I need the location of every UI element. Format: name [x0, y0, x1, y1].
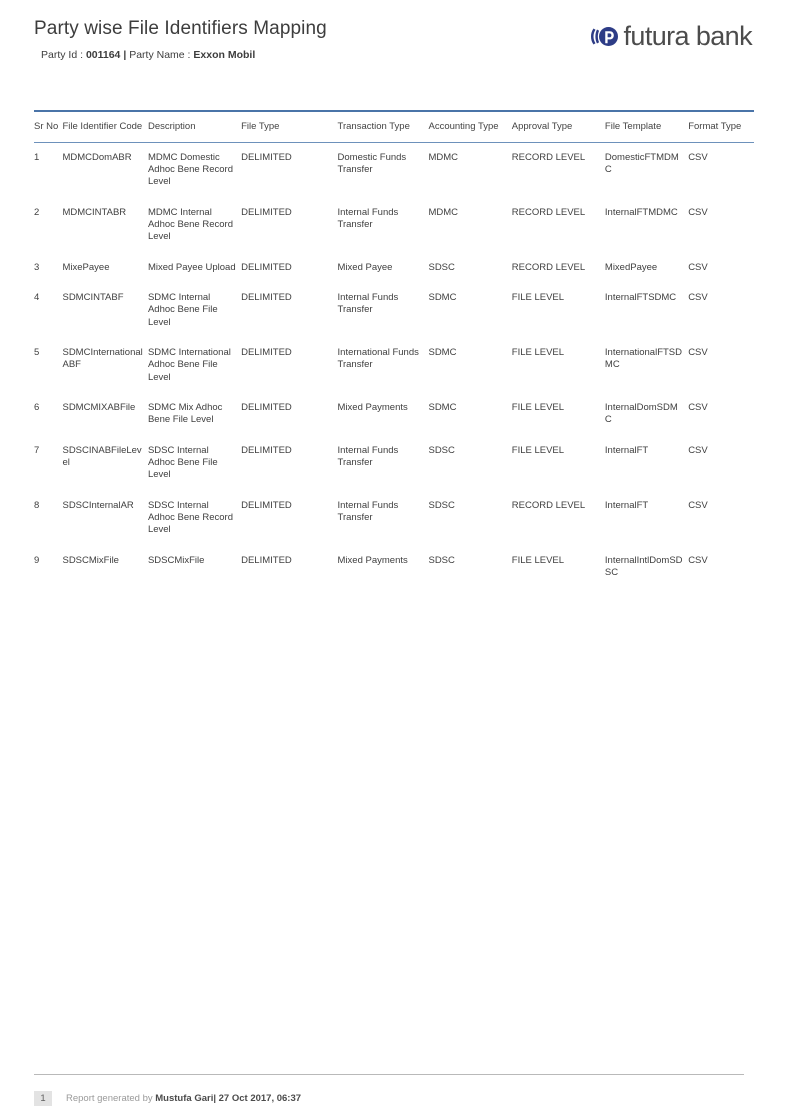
cell-file-type: DELIMITED	[241, 444, 292, 456]
cell-file-identifier-code: SDSCMixFile	[62, 554, 119, 566]
cell-format-type: CSV	[688, 292, 708, 303]
header-left	[34, 16, 327, 61]
cell-sr-no: 7	[34, 444, 40, 456]
cell-accounting-type: SDMC	[428, 292, 457, 303]
party-name-label: Party Name :	[129, 48, 191, 61]
column-header-file-type: File Type	[241, 111, 337, 142]
cell-transaction-type: Internal Funds Transfer	[337, 499, 399, 524]
cell-file-template: InternalFT	[604, 499, 649, 511]
table-row	[34, 491, 754, 546]
cell-approval-type: FILE LEVEL	[511, 292, 565, 303]
column-header-format-type: Format Type	[688, 111, 754, 142]
cell-accounting-type: SDMC	[428, 402, 457, 414]
cell-description: SDSC Internal Adhoc Bene Record Level	[147, 499, 233, 536]
cell-description: SDSC Internal Adhoc Bene File Level	[147, 444, 218, 481]
cell-transaction-type: International Funds Transfer	[337, 347, 419, 371]
cell-sr-no: 1	[34, 151, 40, 163]
cell-sr-no: 8	[34, 499, 40, 511]
table-row	[34, 338, 754, 393]
table-header	[34, 111, 754, 142]
footer-generated-prefix: Report generated by	[66, 1092, 153, 1104]
table-row	[34, 198, 754, 253]
page-title: Party wise File Identifiers Mapping	[34, 18, 327, 39]
table-row	[34, 393, 754, 436]
cell-description: MDMC Domestic Adhoc Bene Record Level	[147, 151, 233, 188]
cell-accounting-type: MDMC	[428, 151, 459, 163]
party-id-value: 001164	[85, 48, 121, 61]
cell-file-type: DELIMITED	[241, 261, 292, 273]
cell-format-type: CSV	[688, 499, 708, 511]
cell-sr-no: 2	[34, 206, 40, 218]
cell-sr-no: 6	[34, 402, 40, 414]
cell-transaction-type: Mixed Payments	[337, 402, 408, 414]
report-header	[34, 0, 754, 61]
cell-file-identifier-code: SDMCMIXABFile	[62, 402, 136, 414]
cell-accounting-type: SDSC	[428, 261, 455, 273]
footer-separator: |	[213, 1092, 216, 1104]
page-number-badge: 1	[34, 1091, 52, 1106]
cell-sr-no: 3	[34, 261, 40, 273]
cell-sr-no: 4	[34, 292, 40, 303]
cell-approval-type: RECORD LEVEL	[511, 151, 586, 163]
table-row	[34, 142, 754, 198]
cell-file-template: InternalFT	[604, 444, 649, 456]
file-identifiers-table	[34, 110, 754, 588]
footer-row	[34, 1091, 754, 1106]
cell-approval-type: RECORD LEVEL	[511, 206, 586, 218]
column-header-description: Description	[148, 111, 241, 142]
cell-file-template: DomesticFTMDMC	[604, 151, 679, 175]
cell-file-identifier-code: SDMCINTABF	[62, 292, 124, 303]
cell-format-type: CSV	[688, 206, 708, 218]
cell-file-type: DELIMITED	[241, 554, 292, 566]
cell-transaction-type: Internal Funds Transfer	[337, 206, 399, 230]
cell-accounting-type: SDSC	[428, 499, 455, 511]
report-footer	[34, 1074, 754, 1106]
cell-file-type: DELIMITED	[241, 292, 292, 303]
cell-description: Mixed Payee Upload	[147, 261, 236, 273]
party-id-label: Party Id :	[41, 48, 84, 61]
table-row	[34, 436, 754, 491]
futura-bank-logo-icon	[591, 23, 618, 50]
cell-format-type: CSV	[688, 402, 708, 414]
cell-description: SDMC International Adhoc Bene File Level	[147, 347, 231, 383]
cell-file-template: MixedPayee	[604, 261, 658, 273]
cell-approval-type: FILE LEVEL	[511, 444, 565, 456]
table-body	[34, 142, 754, 588]
cell-accounting-type: SDSC	[428, 444, 455, 456]
cell-format-type: CSV	[688, 151, 708, 163]
cell-file-type: DELIMITED	[241, 151, 292, 163]
party-separator: |	[123, 48, 127, 61]
footer-generated-info	[66, 1093, 301, 1104]
table-row	[34, 283, 754, 338]
footer-generated-at: 27 Oct 2017, 06:37	[218, 1092, 302, 1104]
column-header-approval-type: Approval Type	[512, 111, 605, 142]
column-header-file-identifier-code: File Identifier Code	[62, 111, 147, 142]
cell-format-type: CSV	[688, 554, 708, 566]
column-header-transaction-type: Transaction Type	[338, 111, 429, 142]
column-header-file-template: File Template	[605, 111, 688, 142]
footer-generated-by: Mustufa Gari	[155, 1092, 214, 1104]
cell-approval-type: FILE LEVEL	[511, 347, 565, 359]
cell-transaction-type: Mixed Payments	[337, 554, 408, 566]
cell-sr-no: 5	[34, 347, 40, 359]
cell-file-identifier-code: SDMCInternationalABF	[62, 347, 143, 371]
brand-name: futura bank	[623, 21, 752, 51]
cell-format-type: CSV	[688, 347, 708, 359]
cell-file-template: InternalIntlDomSDSC	[604, 554, 683, 579]
cell-file-template: InternalFTSDMC	[604, 292, 677, 303]
cell-file-template: InternalDomSDMC	[604, 402, 678, 426]
cell-approval-type: FILE LEVEL	[511, 554, 565, 566]
cell-description: SDSCMixFile	[147, 554, 205, 566]
cell-sr-no: 9	[34, 554, 40, 566]
footer-divider	[34, 1074, 744, 1075]
column-header-accounting-type: Accounting Type	[428, 111, 511, 142]
party-info	[41, 49, 327, 62]
table-header-row	[34, 111, 754, 142]
column-header-sr-no: Sr No	[34, 111, 62, 142]
cell-file-type: DELIMITED	[241, 347, 292, 359]
cell-accounting-type: SDMC	[428, 347, 457, 359]
brand-logo	[591, 16, 755, 50]
cell-format-type: CSV	[688, 261, 708, 273]
cell-description: SDMC Mix Adhoc Bene File Level	[147, 402, 223, 426]
cell-file-identifier-code: MDMCINTABR	[62, 206, 127, 218]
cell-approval-type: RECORD LEVEL	[511, 261, 586, 273]
cell-format-type: CSV	[688, 444, 708, 456]
cell-transaction-type: Domestic Funds Transfer	[337, 151, 407, 175]
report-table-container	[34, 110, 754, 588]
cell-file-template: InternalFTMDMC	[604, 206, 678, 218]
cell-transaction-type: Internal Funds Transfer	[337, 292, 399, 316]
cell-file-type: DELIMITED	[241, 499, 292, 511]
cell-transaction-type: Internal Funds Transfer	[337, 444, 399, 469]
cell-accounting-type: SDSC	[428, 554, 455, 566]
cell-approval-type: FILE LEVEL	[511, 402, 565, 414]
cell-approval-type: RECORD LEVEL	[511, 499, 586, 511]
cell-description: MDMC Internal Adhoc Bene Record Level	[147, 206, 233, 243]
table-row	[34, 253, 754, 283]
cell-file-type: DELIMITED	[241, 206, 292, 218]
cell-accounting-type: MDMC	[428, 206, 459, 218]
table-row	[34, 546, 754, 589]
cell-file-identifier-code: SDSCInternalAR	[62, 499, 134, 511]
party-name-value: Exxon Mobil	[193, 48, 256, 61]
cell-file-template: InternationalFTSDMC	[604, 347, 682, 371]
cell-file-type: DELIMITED	[241, 402, 292, 414]
cell-file-identifier-code: MDMCDomABR	[62, 151, 132, 163]
cell-file-identifier-code: SDSCINABFileLevel	[62, 444, 142, 469]
cell-file-identifier-code: MixePayee	[62, 261, 110, 273]
cell-transaction-type: Mixed Payee	[337, 261, 393, 273]
cell-description: SDMC Internal Adhoc Bene File Level	[147, 292, 218, 328]
